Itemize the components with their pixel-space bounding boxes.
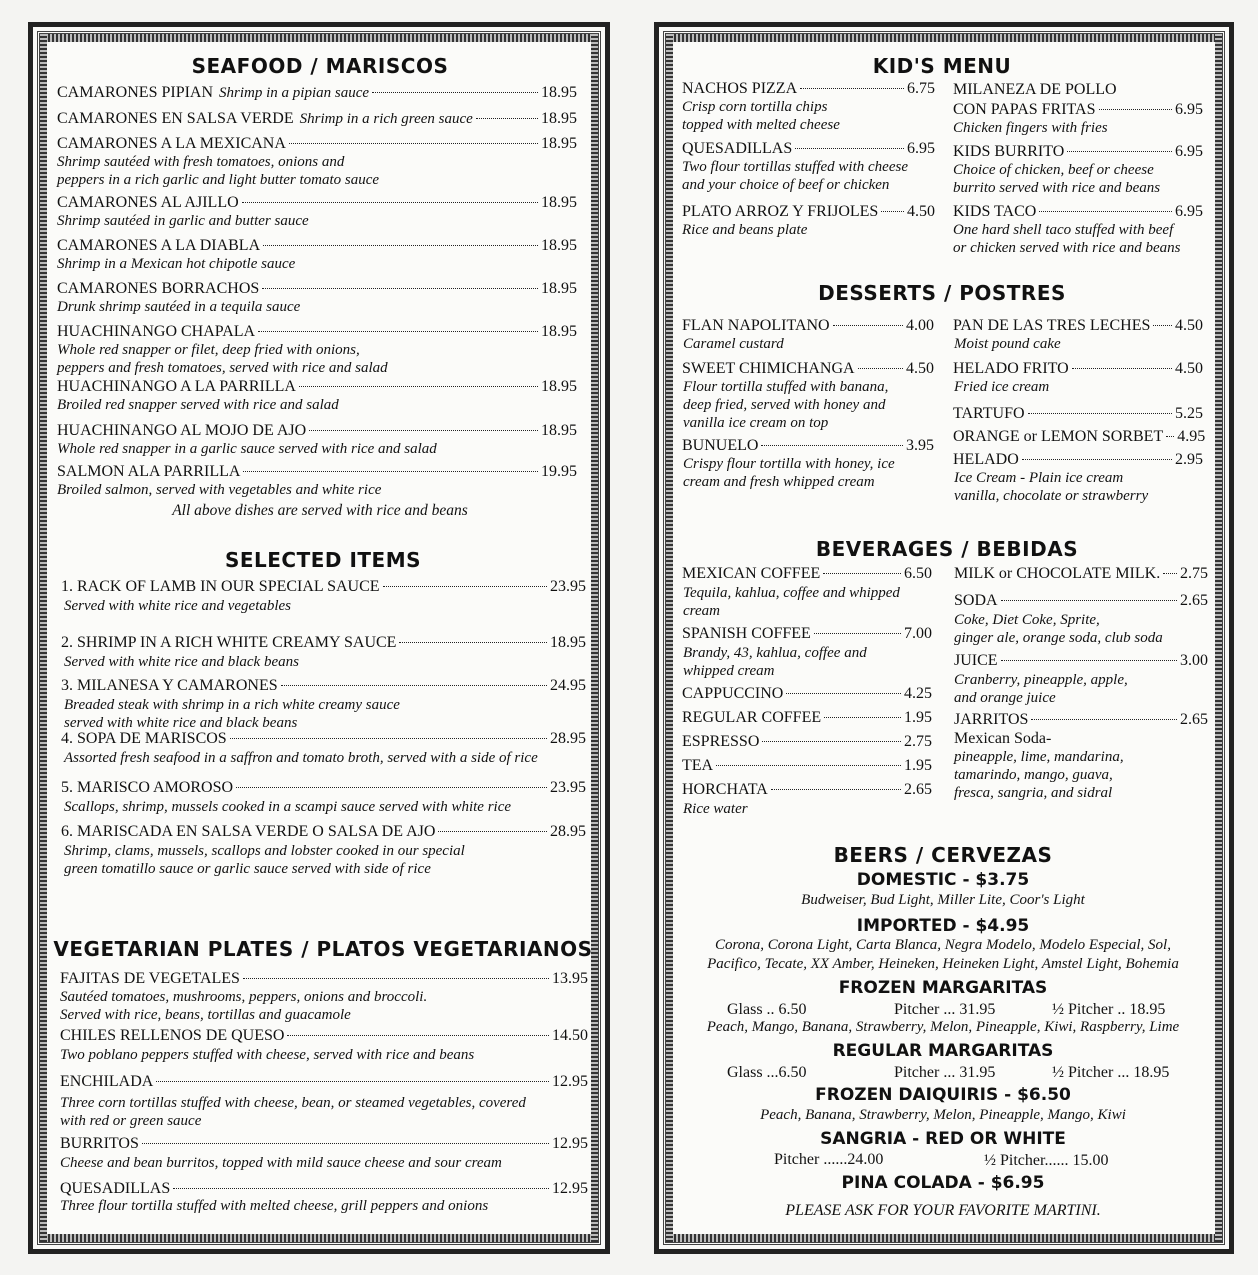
dot-leader (786, 693, 901, 694)
dot-leader (230, 738, 547, 739)
menu-item-row (57, 422, 577, 440)
dot-leader (372, 92, 538, 93)
item-name: 2. SHRIMP IN A RICH WHITE CREAMY SAUCE (61, 634, 397, 651)
item-description: Served with white rice and black beans (64, 654, 299, 670)
dot-leader (716, 765, 901, 766)
item-description: Sautéed tomatoes, mushrooms, peppers, onions and broccoli. (60, 989, 428, 1005)
item-description: vanilla ice cream on top (683, 415, 829, 431)
dot-leader (476, 118, 538, 119)
item-price: 18.95 (541, 194, 577, 211)
item-description: Shrimp sautéed in garlic and butter sauce (57, 213, 309, 229)
dot-leader (1001, 600, 1177, 601)
item-description: Broiled red snapper served with rice and salad (57, 397, 339, 413)
item-description: Chicken fingers with fries (953, 120, 1108, 136)
glass-price: Glass .. 6.50 (727, 1001, 807, 1018)
item-description: tamarindo, mango, guava, (954, 767, 1113, 783)
item-price: 2.95 (1175, 451, 1203, 468)
item-price: 7.00 (904, 625, 932, 642)
item-price: 18.95 (541, 378, 577, 395)
item-description: and orange juice (954, 690, 1056, 706)
item-name: HELADO FRITO (953, 360, 1069, 377)
section-title: DESSERTS / POSTRES (818, 281, 1066, 305)
dot-leader (833, 325, 903, 326)
menu-item-row (953, 428, 1206, 446)
item-name: JARRITOS (954, 711, 1029, 728)
item-description: Whole red snapper in a garlic sauce served with rice and salad (57, 441, 437, 457)
item-description: Three corn tortillas stuffed with cheese, bean, or steamed vegetables, covered (60, 1095, 526, 1111)
dot-leader (1153, 325, 1172, 326)
menu-item-row (953, 360, 1203, 378)
item-price: 18.95 (541, 422, 577, 439)
dot-leader (795, 148, 904, 149)
frozen-daiquiris-label: FROZEN DAIQUIRIS - $6.50 (815, 1085, 1071, 1105)
item-price: 6.95 (1175, 203, 1203, 220)
menu-item-row (61, 634, 586, 652)
frozen-daiquiris-flavors: Peach, Banana, Strawberry, Melon, Pineapple, Mango, Kiwi (760, 1107, 1126, 1123)
top-border-band (666, 34, 1222, 42)
item-price: 5.25 (1175, 405, 1203, 422)
menu-item-row (953, 203, 1203, 221)
item-description: or chicken served with rice and beans (953, 240, 1181, 256)
item-price: 24.95 (550, 677, 586, 694)
item-description: Breaded steak with shrimp in a rich white creamy sauce (64, 697, 400, 713)
item-price: 3.00 (1180, 652, 1208, 669)
item-price: 18.95 (541, 84, 577, 101)
dot-leader (1163, 573, 1177, 574)
item-name: CHILES RELLENOS DE QUESO (60, 1027, 285, 1044)
menu-item-row (682, 781, 932, 799)
item-description: Shrimp sautéed with fresh tomatoes, onions and (57, 154, 345, 170)
item-name: TARTUFO (953, 405, 1025, 422)
item-name: SODA (954, 592, 998, 609)
menu-item-row (953, 143, 1203, 161)
dot-leader (156, 1081, 549, 1082)
item-description: pineapple, lime, mandarina, (954, 749, 1124, 765)
section-title: BEVERAGES / BEBIDAS (815, 537, 1079, 561)
menu-item-row (57, 280, 577, 298)
item-description: Brandy, 43, kahlua, coffee and (683, 645, 867, 661)
dot-leader (243, 471, 538, 472)
item-name: 4. SOPA DE MARISCOS (61, 730, 227, 747)
menu-item-row (57, 323, 577, 341)
item-price: 1.95 (904, 709, 932, 726)
menu-item-row (61, 677, 586, 695)
pitcher-price: Pitcher ... 31.95 (894, 1064, 996, 1081)
dot-leader (823, 573, 901, 574)
item-price: 23.95 (550, 578, 586, 595)
menu-item-row (61, 823, 586, 841)
item-name: FLAN NAPOLITANO (682, 317, 830, 334)
item-description: Shrimp in a Mexican hot chipotle sauce (57, 256, 296, 272)
dot-leader (383, 586, 547, 587)
item-description: deep fried, served with honey and (683, 397, 886, 413)
dot-leader (173, 1188, 549, 1189)
item-name: SPANISH COFFEE (682, 625, 811, 642)
dot-leader (236, 787, 547, 788)
item-price: 4.50 (906, 360, 934, 377)
item-description: Fried ice cream (954, 379, 1050, 395)
item-name: MEXICAN COFFEE (682, 565, 821, 582)
item-price: 4.50 (907, 203, 935, 220)
martini-note: PLEASE ASK FOR YOUR FAVORITE MARTINI. (785, 1202, 1101, 1219)
frozen-margaritas-label: FROZEN MARGARITAS (838, 978, 1048, 998)
menu-item-row (61, 779, 586, 797)
item-name: MILK or CHOCOLATE MILK. (954, 565, 1161, 582)
item-subtitle: Mexican Soda- (954, 730, 1052, 747)
dot-leader (761, 445, 903, 446)
item-price: 18.95 (541, 110, 577, 127)
item-description: Coke, Diet Coke, Sprite, (954, 612, 1100, 628)
menu-item-row (57, 84, 577, 102)
item-description: peppers in a rich garlic and light butter tomato sauce (57, 172, 380, 188)
item-description: Drunk shrimp sautéed in a tequila sauce (57, 299, 301, 315)
menu-item-row (57, 135, 577, 153)
item-price: 4.25 (904, 685, 932, 702)
item-description: cream and fresh whipped cream (683, 474, 875, 490)
dot-leader (881, 211, 904, 212)
menu-item-row (60, 1180, 588, 1198)
item-description: Crispy flour tortilla with honey, ice (683, 456, 895, 472)
top-border-band (40, 34, 598, 42)
item-description: Three flour tortilla stuffed with melted cheese, grill peppers and onions (60, 1198, 489, 1214)
dot-leader (1067, 151, 1172, 152)
menu-item-row (682, 437, 934, 455)
item-description: Rice and beans plate (682, 222, 808, 238)
section-title: BEERS / CERVEZAS (833, 843, 1053, 867)
imported-list: Pacifico, Tecate, XX Amber, Heineken, Heineken Light, Amstel Light, Bohemia (707, 956, 1179, 972)
item-description: with red or green sauce (60, 1113, 202, 1129)
section-title: SELECTED ITEMS (224, 548, 422, 572)
item-name: ORANGE or LEMON SORBET (953, 428, 1164, 445)
menu-item-row (953, 405, 1203, 423)
menu-item-row (60, 1073, 588, 1091)
item-name: SALMON ALA PARRILLA (57, 463, 241, 480)
dot-leader (281, 685, 547, 686)
item-description: fresca, sangria, and sidral (954, 785, 1113, 801)
menu-item-row (57, 463, 577, 481)
item-name: CAMARONES PIPIAN (57, 84, 214, 101)
item-name: HORCHATA (682, 781, 768, 798)
item-description: One hard shell taco stuffed with beef (953, 222, 1174, 238)
item-description: Ice Cream - Plain ice cream (954, 470, 1124, 486)
bottom-border-band (666, 1234, 1222, 1242)
item-name: CON PAPAS FRITAS (953, 101, 1096, 118)
half-pitcher-price: ½ Pitcher .. 18.95 (1052, 1001, 1166, 1018)
menu-item-row (682, 709, 932, 727)
dot-leader (771, 789, 901, 790)
item-name: CAPPUCCINO (682, 685, 784, 702)
pitcher-price: Pitcher ......24.00 (774, 1151, 884, 1168)
item-description: Shrimp, clams, mussels, scallops and lobster cooked in our special (64, 843, 465, 859)
item-price: 6.50 (904, 565, 932, 582)
item-description: peppers and fresh tomatoes, served with rice and salad (57, 360, 388, 376)
item-name: KIDS TACO (953, 203, 1037, 220)
dot-leader (824, 717, 901, 718)
item-name: HELADO (953, 451, 1019, 468)
item-name: HUACHINANGO AL MOJO DE AJO (57, 422, 307, 439)
item-name: 3. MILANESA Y CAMARONES (61, 677, 278, 694)
menu-item-row (682, 685, 932, 703)
item-name: 1. RACK OF LAMB IN OUR SPECIAL SAUCE (61, 578, 380, 595)
item-price: 2.65 (1180, 592, 1208, 609)
item-description: Assorted fresh seafood in a saffron and tomato broth, served with a side of rice (64, 750, 538, 766)
item-name: CAMARONES AL AJILLO (57, 194, 239, 211)
item-description: Two poblano peppers stuffed with cheese, served with rice and beans (60, 1047, 475, 1063)
item-description: Scallops, shrimp, mussels cooked in a scampi sauce served with white rice (64, 799, 512, 815)
menu-item-row (57, 378, 577, 396)
menu-item-row (682, 757, 932, 775)
menu-item-row (682, 203, 935, 221)
item-price: 18.95 (541, 280, 577, 297)
item-price: 6.95 (1175, 143, 1203, 160)
item-description: burrito served with rice and beans (953, 180, 1161, 196)
item-price: 28.95 (550, 730, 586, 747)
item-description: Caramel custard (683, 336, 784, 352)
item-description: Cranberry, pineapple, apple, (954, 672, 1128, 688)
item-description: Two flour tortillas stuffed with cheese (682, 159, 908, 175)
item-description: served with white rice and black beans (64, 715, 298, 731)
item-price: 18.95 (541, 323, 577, 340)
item-price: 3.95 (906, 437, 934, 454)
section-title: SEAFOOD / MARISCOS (191, 54, 449, 78)
dot-leader (1166, 436, 1174, 437)
item-inline-description: Shrimp in a rich green sauce (299, 111, 473, 127)
menu-item-row (682, 565, 932, 583)
dot-leader (1031, 719, 1177, 720)
item-price: 4.50 (1175, 317, 1203, 334)
menu-item-row (953, 451, 1203, 469)
section-title: VEGETARIAN PLATES / PLATOS VEGETARIANOS (53, 937, 593, 961)
dot-leader (299, 386, 538, 387)
item-description: Served with white rice and vegetables (64, 598, 292, 614)
menu-item-row (57, 237, 577, 255)
item-description: green tomatillo sauce or garlic sauce served with side of rice (64, 861, 431, 877)
item-name: KIDS BURRITO (953, 143, 1065, 160)
dot-leader (399, 642, 547, 643)
item-name-line: MILANEZA DE POLLO (953, 81, 1117, 98)
item-description: topped with melted cheese (682, 117, 840, 133)
dot-leader (438, 831, 547, 832)
domestic-label: DOMESTIC - $3.75 (856, 870, 1030, 890)
dot-leader (762, 741, 901, 742)
item-price: 18.95 (550, 634, 586, 651)
item-description: and your choice of beef or chicken (682, 177, 890, 193)
menu-item-row (60, 970, 588, 988)
item-price: 12.95 (552, 1135, 588, 1152)
item-description: whipped cream (683, 663, 775, 679)
item-name: CAMARONES A LA MEXICANA (57, 135, 286, 152)
menu-item-row (60, 1135, 588, 1153)
item-description: Flour tortilla stuffed with banana, (683, 379, 889, 395)
menu-item-row (954, 592, 1208, 610)
item-price: 18.95 (541, 135, 577, 152)
menu-item-row (682, 733, 932, 751)
item-name: CAMARONES EN SALSA VERDE (57, 110, 294, 127)
item-name: TEA (682, 757, 714, 774)
frozen-margaritas-flavors: Peach, Mango, Banana, Strawberry, Melon, Pineapple, Kiwi, Raspberry, Lime (706, 1019, 1180, 1035)
dot-leader (1039, 211, 1172, 212)
glass-price: Glass ...6.50 (727, 1064, 807, 1081)
menu-item-row (682, 317, 934, 335)
item-description: Served with rice, beans, tortillas and guacamole (60, 1007, 351, 1023)
dot-leader (262, 288, 538, 289)
dot-leader (243, 978, 549, 979)
item-description: Moist pound cake (954, 336, 1061, 352)
menu-item-row (682, 625, 932, 643)
item-inline-description: Shrimp in a pipian sauce (219, 85, 370, 101)
domestic-list: Budweiser, Bud Light, Miller Lite, Coor's Light (801, 892, 1085, 908)
item-price: 4.00 (906, 317, 934, 334)
item-price: 19.95 (541, 463, 577, 480)
bottom-border-band (40, 1234, 598, 1242)
pitcher-price: Pitcher ... 31.95 (894, 1001, 996, 1018)
item-name: 5. MARISCO AMOROSO (61, 779, 234, 796)
section-title: KID'S MENU (872, 54, 1012, 78)
item-description: cream (683, 603, 720, 619)
item-description: vanilla, chocolate or strawberry (954, 488, 1149, 504)
dot-leader (1072, 368, 1172, 369)
right-border-band (1215, 34, 1222, 1242)
item-description: Broiled salmon, served with vegetables and white rice (57, 482, 382, 498)
item-price: 4.95 (1177, 428, 1206, 445)
item-name: PLATO ARROZ Y FRIJOLES (682, 203, 879, 220)
left-border-band (40, 34, 47, 1242)
item-name: 6. MARISCADA EN SALSA VERDE O SALSA DE AJO (61, 823, 436, 840)
menu-item-row (954, 565, 1208, 583)
item-name: ESPRESSO (682, 733, 760, 750)
item-price: 2.75 (1180, 565, 1208, 582)
menu-item-row (60, 1027, 588, 1045)
menu-item-row (57, 110, 577, 128)
item-description: Tequila, kahlua, coffee and whipped (683, 585, 900, 601)
item-name: PAN DE LAS TRES LECHES (953, 317, 1151, 334)
menu-item-row (57, 194, 577, 212)
dot-leader (142, 1143, 549, 1144)
dot-leader (242, 202, 538, 203)
item-name: BURRITOS (60, 1135, 139, 1152)
menu-item-row (953, 317, 1203, 335)
item-price: 12.95 (552, 1073, 588, 1090)
half-pitcher-price: ½ Pitcher...... 15.00 (984, 1152, 1109, 1169)
item-price: 4.50 (1175, 360, 1203, 377)
item-name: CAMARONES A LA DIABLA (57, 237, 261, 254)
item-name: ENCHILADA (60, 1073, 154, 1090)
item-description: Crisp corn tortilla chips (682, 99, 828, 115)
pina-colada-label: PINA COLADA - $6.95 (841, 1173, 1045, 1193)
item-price: 1.95 (904, 757, 932, 774)
item-price: 23.95 (550, 779, 586, 796)
item-description: Cheese and bean burritos, topped with mild sauce cheese and sour cream (60, 1155, 502, 1171)
dot-leader (287, 1035, 549, 1036)
dot-leader (858, 368, 903, 369)
dot-leader (814, 633, 901, 634)
item-name: QUESADILLAS (60, 1180, 171, 1197)
seafood-note: All above dishes are served with rice and beans (172, 502, 468, 519)
item-name: HUACHINANGO CHAPALA (57, 323, 256, 340)
menu-item-row (954, 652, 1208, 670)
item-name: CAMARONES BORRACHOS (57, 280, 260, 297)
item-price: 2.75 (904, 733, 932, 750)
item-name: BUNUELO (682, 437, 759, 454)
item-price: 6.75 (907, 80, 935, 97)
item-price: 13.95 (552, 970, 588, 987)
item-name: NACHOS PIZZA (682, 80, 798, 97)
menu-item-row (61, 578, 586, 596)
item-price: 18.95 (541, 237, 577, 254)
item-name: QUESADILLAS (682, 140, 793, 157)
menu-item-row (954, 711, 1208, 729)
sangria-label: SANGRIA - RED OR WHITE (820, 1129, 1066, 1149)
dot-leader (1001, 660, 1177, 661)
item-description: Rice water (683, 801, 748, 817)
menu-item-row (953, 101, 1203, 119)
dot-leader (289, 143, 538, 144)
item-description: Whole red snapper or filet, deep fried with onions, (57, 342, 360, 358)
dot-leader (1022, 459, 1172, 460)
item-name: SWEET CHIMICHANGA (682, 360, 855, 377)
dot-leader (258, 331, 538, 332)
item-name: HUACHINANGO A LA PARRILLA (57, 378, 296, 395)
right-border-band (591, 34, 598, 1242)
item-name: REGULAR COFFEE (682, 709, 822, 726)
dot-leader (309, 430, 538, 431)
dot-leader (800, 88, 904, 89)
item-price: 6.95 (1175, 101, 1203, 118)
item-name: FAJITAS DE VEGETALES (60, 970, 240, 987)
item-price: 2.65 (904, 781, 932, 798)
item-price: 14.50 (552, 1027, 588, 1044)
item-price: 6.95 (907, 140, 935, 157)
menu-item-row (682, 140, 935, 158)
imported-list: Corona, Corona Light, Carta Blanca, Negra Modelo, Modelo Especial, Sol, (715, 937, 1171, 953)
menu-item-row (682, 80, 935, 98)
item-description: Choice of chicken, beef or cheese (953, 162, 1154, 178)
dot-leader (263, 245, 538, 246)
item-price: 28.95 (550, 823, 586, 840)
menu-item-row (682, 360, 934, 378)
menu-item-row (61, 730, 586, 748)
dot-leader (1099, 109, 1173, 110)
regular-margaritas-label: REGULAR MARGARITAS (832, 1041, 1054, 1061)
item-name: JUICE (954, 652, 998, 669)
left-border-band (666, 34, 673, 1242)
item-price: 12.95 (552, 1180, 588, 1197)
imported-label: IMPORTED - $4.95 (856, 916, 1030, 936)
item-description: ginger ale, orange soda, club soda (954, 630, 1163, 646)
half-pitcher-price: ½ Pitcher ... 18.95 (1052, 1064, 1170, 1081)
dot-leader (1028, 413, 1172, 414)
item-price: 2.65 (1180, 711, 1208, 728)
